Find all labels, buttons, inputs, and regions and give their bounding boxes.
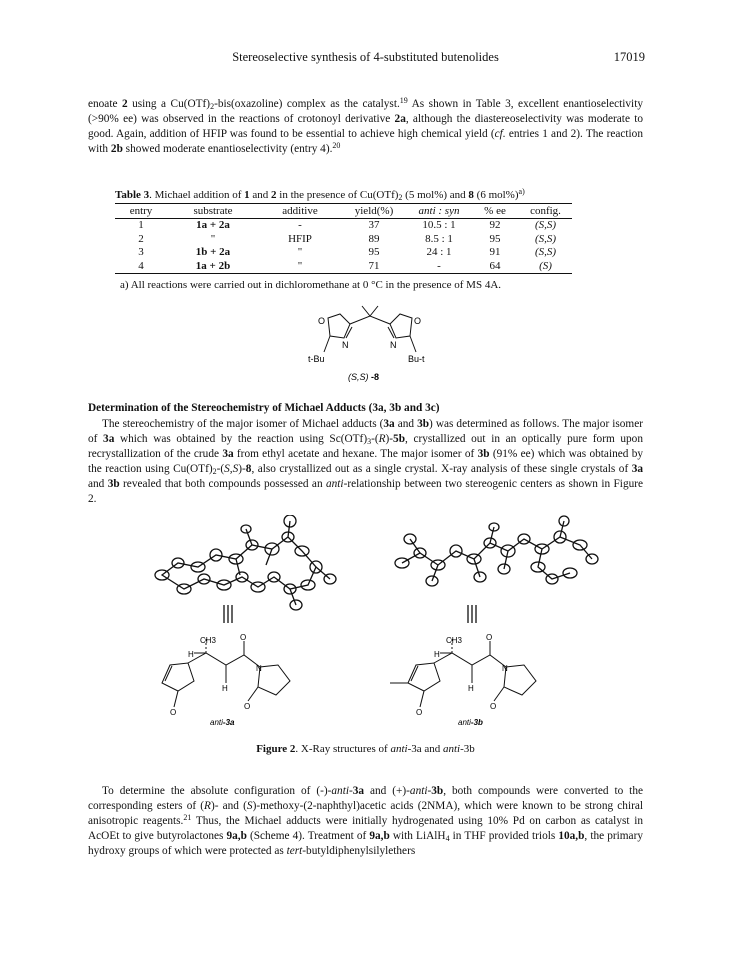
ch3-label-left: CH3 [200,636,217,645]
o-label-right-3: O [490,702,497,711]
figure2-caption: Figure 2. X-Ray structures of anti-3a and anti-3b [256,743,475,755]
paragraph-stereochemistry: The stereochemistry of the major isomer of Michael adducts (3a and 3b) was determined as follows. The major isomer of 3a which was obtained by the reaction using $Sc(OTf)_3-(R)-5b$, crystallized out in an optically pure form upon recrystallization of the crude 3a from ethyl acetate and hexane. The major isomer of 3b (91% ee) which was obtained by the reaction using $Cu(OTf)_2-(S,S)-8$, also crystallized out as a single crystal. X-ray analysis of these single crystals of 3a and 3b revealed that both compounds possessed an anti-relationship between two stereogenic centers as shown in Figure 2. [88,418,644,506]
o-label-left-1: O [240,633,247,642]
page-number: 17019 [613,50,645,64]
header-yield: yield(%) [354,204,394,217]
paragraph-absolute-configuration: To determine the absolute configuration of (-)-anti-3a and (+)-anti-3b, both compounds were converted to the corresponding esters of (R)- and (S)-methoxy-(2-naphthyl)acetic acids (2NMA), which were known to be strong chiral anisotropic reagents.$^{21}$ Thus, the Michael adducts were initially hydrogenated using 10% Pd on carbon as catalyst in AcOEt to give butyrolactones 9a,b (Scheme 4). Treatment of 9a,b with LiAlH$_4$ in THF provided triols 10a,b, the primary hydroxy groups of which were protected as tert-butyldiphenylsilylethers [88,785,644,858]
equivalence-symbol-left [224,605,232,623]
oxygen-label-right: O [414,316,422,326]
header-substrate: substrate [193,204,233,217]
oxygen-label-left: O [318,316,326,326]
nitrogen-label-left: N [342,340,349,350]
label-anti-3b: anti-3b [458,718,483,727]
o-label-right-2: O [416,708,423,717]
table-row: 2 " HFIP 89 8.5 : 1 95 (S,S) [138,232,557,245]
label-anti-3a: anti-3a [210,718,235,727]
table-row: 4 1a + 2b " 71 - 64 (S) [115,259,572,273]
header-config: config. [530,204,561,217]
table3-footnote: a) All reactions were carried out in dichloromethane at 0 °C in the presence of MS 4A. [120,279,502,291]
n-label-right: N [502,664,508,673]
h-label-left-1: H [188,650,194,659]
h-label-right-1: H [434,650,440,659]
ligand-compound-label: (S,S) -8 [348,372,380,382]
n-label-left: N [256,664,262,673]
o-label-left-2: O [170,708,177,717]
table-row: 1 1a + 2a - 37 10.5 : 1 92 (S,S) [138,219,557,232]
structure-anti-3b [390,639,536,707]
h-label-right-2: H [468,684,474,693]
ortep-3a [155,515,336,610]
tbu-right-label: Bu-t [408,354,425,364]
header-additive: additive [282,204,318,217]
header-entry: entry [129,204,153,217]
structure-anti-3a [162,639,290,707]
header-anti-syn: anti : syn [418,204,460,217]
o-label-right-1: O [486,633,493,642]
paragraph-intro: enoate 2 using a $Cu(OTf)_2-bis(oxazoline)$ complex as the catalyst.$^{19}$ As shown in Table 3, excellent enantioselectivity (>90% ee) was observed in the reactions of crotonoyl derivative 2a, although the diastereoselectivity was moderate to good. Again, addition of HFIP was found to be essential to achieve high chemical yield (cf. entries 1 and 2). The reaction with 2b showed moderate enantioselectivity (entry 4).$^{20}$ [88,96,643,156]
table-row: 3 1b + 2a " 95 24 : 1 91 (S,S) [138,246,557,259]
ortep-3b [395,516,598,586]
table3-title: Table 3. Michael addition of 1 and 2 in the presence of $Cu(OTf)_2$ (5 mol%) and 8 (6 mol%)$^{a)}$ [115,187,525,202]
table3 [115,204,572,274]
running-header-title: Stereoselective synthesis of 4-substituted butenolides [232,50,499,64]
tbu-left-label: t-Bu [308,354,325,364]
ch3-label-right: CH3 [446,636,463,645]
ligand-structure [300,300,440,390]
equivalence-symbol-right [468,605,476,623]
section-heading: Determination of the Stereochemistry of Michael Adducts (3a, 3b and 3c) [88,402,440,414]
h-label-left-2: H [222,684,228,693]
table3-header-row [115,204,572,218]
nitrogen-label-right: N [390,340,397,350]
o-label-left-3: O [244,702,251,711]
figure2-graphic [140,515,620,735]
header-ee: % ee [484,204,506,217]
